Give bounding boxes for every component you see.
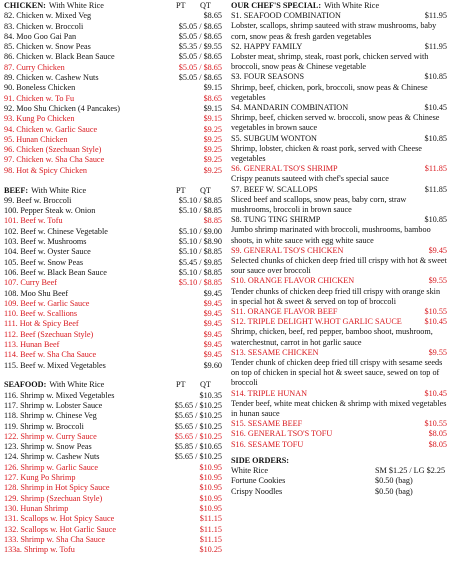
special-item-price: $11.95 bbox=[424, 11, 447, 21]
menu-item-price: $11.15 bbox=[199, 514, 222, 524]
pt-column-label: PT bbox=[176, 380, 186, 390]
menu-item-price: $5.65 / $10.25 bbox=[174, 421, 222, 431]
menu-item-name: 92. Moo Shu Chicken (4 Pancakes) bbox=[4, 103, 120, 113]
menu-item-name: 102. Beef w. Chinese Vegetable bbox=[4, 226, 108, 236]
menu-item-price: $10.95 bbox=[199, 493, 222, 503]
menu-item-price: $9.15 bbox=[203, 114, 222, 124]
menu-item-price: $9.15 bbox=[203, 103, 222, 113]
special-item-price: $8.05 bbox=[428, 429, 447, 439]
special-item-description: Shrimp, chicken, beef, red pepper, bamboo shoot, mushroom, waterchestnut, carrot in hot garlic sauce bbox=[231, 327, 433, 347]
chefs-special-list bbox=[231, 11, 447, 449]
section-subtitle: With White Rice bbox=[324, 1, 380, 10]
menu-item bbox=[4, 432, 222, 442]
menu-item bbox=[4, 411, 222, 421]
menu-item bbox=[4, 309, 222, 319]
menu-item-price: $5.65 / $10.25 bbox=[174, 431, 222, 441]
menu-item-name: 123. Shrimp w. Snow Peas bbox=[4, 442, 92, 452]
menu-item bbox=[4, 350, 222, 360]
menu-item-price: $10.25 bbox=[199, 545, 222, 555]
special-item bbox=[231, 134, 447, 165]
menu-item-name: 83. Chicken w. Broccoli bbox=[4, 21, 84, 31]
menu-item-name: 133. Shrimp w. Sha Cha Sauce bbox=[4, 534, 106, 544]
beef-section bbox=[4, 186, 222, 371]
special-item-price: $11.95 bbox=[424, 41, 447, 51]
side-order-price: $0.50 (bag) bbox=[375, 476, 413, 486]
menu-item bbox=[4, 206, 222, 216]
menu-item-name: 109. Beef w. Garlic Sauce bbox=[4, 298, 90, 308]
special-item-title bbox=[231, 419, 447, 429]
side-orders-header bbox=[231, 456, 447, 466]
special-item-name: S12. TRIPLE DELIGHT W.HOT GARLIC SAUCE bbox=[231, 317, 402, 327]
chefs-special-header bbox=[231, 1, 447, 11]
special-item-description: Jumbo shrimp marinated with broccoli, mushrooms, bamboo shoots, in white sauce with egg white sauce bbox=[231, 225, 431, 245]
special-item-title bbox=[231, 42, 447, 52]
menu-item bbox=[4, 52, 222, 62]
special-item bbox=[231, 276, 447, 307]
menu-item-name: 99. Beef w. Broccoli bbox=[4, 195, 72, 205]
special-item-price: $10.55 bbox=[424, 419, 447, 429]
side-order-price: $0.50 (bag) bbox=[375, 486, 413, 496]
menu-item bbox=[4, 83, 222, 93]
menu-item-price: $10.95 bbox=[199, 462, 222, 472]
menu-item-price: $9.25 bbox=[203, 155, 222, 165]
menu-item-price: $9.45 bbox=[203, 329, 222, 339]
menu-item-price: $5.65 / $10.25 bbox=[174, 411, 222, 421]
menu-item-price: $9.45 bbox=[203, 288, 222, 298]
special-item-title bbox=[231, 348, 447, 358]
section-title: SIDE ORDERS: bbox=[231, 455, 290, 465]
menu-item-price: $9.45 bbox=[203, 309, 222, 319]
menu-item bbox=[4, 361, 222, 371]
menu-item-name: 118. Shrimp w. Chinese Veg bbox=[4, 411, 97, 421]
menu-item-price: $5.10 / $8.90 bbox=[178, 237, 222, 247]
side-order-item bbox=[231, 476, 447, 486]
menu-item-price: $5.65 / $10.25 bbox=[174, 452, 222, 462]
menu-item-name: 112. Beef (Szechuan Style) bbox=[4, 329, 94, 339]
special-item-name: S8. TUNG TING SHIRMP bbox=[231, 215, 321, 225]
menu-item bbox=[4, 289, 222, 299]
menu-item-price: $5.05 / $8.65 bbox=[178, 52, 222, 62]
menu-item bbox=[4, 330, 222, 340]
menu-item-name: 113. Hunan Beef bbox=[4, 340, 60, 349]
menu-item-price: $10.95 bbox=[199, 483, 222, 493]
menu-item-name: 108. Moo Shu Beef bbox=[4, 288, 69, 298]
menu-item bbox=[4, 166, 222, 176]
seafood-section-header bbox=[4, 380, 222, 390]
special-item-name: S3. FOUR SEASONS bbox=[231, 72, 305, 82]
menu-item-name: 82. Chicken w. Mixed Veg bbox=[4, 11, 92, 21]
menu-item-name: 95. Hunan Chicken bbox=[4, 134, 68, 144]
menu-item-name: 131. Scallops w. Hot Spicy Sauce bbox=[4, 514, 115, 524]
menu-item bbox=[4, 22, 222, 32]
special-item-title bbox=[231, 72, 447, 82]
menu-item-price: $9.15 bbox=[203, 83, 222, 93]
special-item-description: Shrimp, beef, chicken served w. broccoli, snow peas & Chinese vegetables in brown sauce bbox=[231, 113, 440, 133]
seafood-section bbox=[4, 380, 222, 555]
special-item-name: S13. SESAME CHICKEN bbox=[231, 347, 319, 357]
menu-item bbox=[4, 155, 222, 165]
menu-item-price: $10.35 bbox=[199, 390, 222, 400]
menu-item bbox=[4, 494, 222, 504]
menu-item-name: 85. Chicken w. Snow Peas bbox=[4, 42, 91, 52]
menu-item bbox=[4, 401, 222, 411]
menu-item-price: $9.60 bbox=[203, 360, 222, 370]
right-column bbox=[231, 1, 447, 497]
special-item-name: S11. ORANGE FLAVOR BEEF bbox=[231, 307, 338, 317]
menu-item-name: 114. Beef w. Sha Cha Sauce bbox=[4, 350, 97, 360]
menu-item-name: 119. Shrimp w. Broccoli bbox=[4, 421, 84, 431]
menu-item-price: $5.85 / $10.65 bbox=[174, 442, 222, 452]
special-item-title bbox=[231, 317, 447, 327]
menu-item-name: 122. Shrimp w. Curry Sauce bbox=[4, 431, 97, 441]
special-item-name: S15. SESAME BEEF bbox=[231, 419, 303, 429]
special-item-name: S7. BEEF W. SCALLOPS bbox=[231, 184, 318, 194]
menu-item-price: $5.45 / $9.85 bbox=[178, 257, 222, 267]
special-item bbox=[231, 42, 447, 73]
menu-item-name: 111. Hot & Spicy Beef bbox=[4, 319, 79, 329]
menu-item bbox=[4, 196, 222, 206]
menu-item-name: 91. Chicken w. To Fu bbox=[4, 93, 75, 103]
menu-item bbox=[4, 340, 222, 350]
qt-column-label: QT bbox=[200, 185, 211, 195]
menu-item-price: $9.25 bbox=[203, 165, 222, 175]
menu-item bbox=[4, 422, 222, 432]
special-item-description: Lobster meat, shrimp, steak, roast pork, chicken served with broccoli, snow peas & Chinese vegetable bbox=[231, 52, 429, 72]
special-item-price: $11.85 bbox=[424, 184, 447, 194]
section-subtitle: With White Rice bbox=[31, 185, 87, 195]
special-item-name: S5. SUBGUM WONTON bbox=[231, 133, 317, 143]
beef-items bbox=[4, 196, 222, 371]
pt-column-label: PT bbox=[176, 1, 186, 10]
menu-item-name: 89. Chicken w. Cashew Nuts bbox=[4, 73, 99, 83]
special-item-title bbox=[231, 185, 447, 195]
special-item-title bbox=[231, 11, 447, 21]
menu-item-price: $5.05 / $8.65 bbox=[178, 21, 222, 31]
special-item bbox=[231, 11, 447, 42]
special-item bbox=[231, 389, 447, 420]
menu-item bbox=[4, 258, 222, 268]
menu-item-name: 105. Beef w. Snow Peas bbox=[4, 257, 84, 267]
menu-item-name: 106. Beef w. Black Bean Sauce bbox=[4, 267, 107, 277]
menu-item bbox=[4, 125, 222, 135]
menu-item-name: 90. Boneless Chicken bbox=[4, 83, 76, 93]
menu-item-price: $8.65 bbox=[203, 93, 222, 103]
side-order-name: Fortune Cookies bbox=[231, 476, 286, 486]
special-item-title bbox=[231, 134, 447, 144]
menu-item bbox=[4, 483, 222, 493]
menu-item-name: 124. Shrimp w. Cashew Nuts bbox=[4, 452, 100, 462]
special-item-description: Selected chunks of chicken deep fried till crispy with hot & sweet sour sauce over broccoli bbox=[231, 256, 447, 276]
menu-item-name: 87. Curry Chicken bbox=[4, 62, 65, 72]
special-item-name: S2. HAPPY FAMILY bbox=[231, 41, 303, 51]
section-subtitle: With White Rice bbox=[48, 1, 104, 10]
menu-item-name: 132. Scallops w. Hot Garlic Sauce bbox=[4, 524, 117, 534]
menu-item-price: $9.45 bbox=[203, 340, 222, 349]
special-item-description: Crispy peanuts sauteed with chef's special sauce bbox=[231, 174, 389, 184]
special-item bbox=[231, 317, 447, 348]
special-item-title bbox=[231, 307, 447, 317]
menu-item-price: $9.25 bbox=[203, 134, 222, 144]
menu-item-price: $8.85 bbox=[203, 216, 222, 226]
menu-item-price: $10.95 bbox=[199, 473, 222, 483]
menu-item-name: 94. Chicken w. Garlic Sauce bbox=[4, 124, 98, 134]
menu-item-name: 133a. Shrimp w. Tofu bbox=[4, 545, 75, 555]
menu-item-name: 130. Hunan Shrimp bbox=[4, 503, 69, 513]
menu-item bbox=[4, 391, 222, 401]
menu-item-price: $5.65 / $10.25 bbox=[174, 400, 222, 410]
menu-item bbox=[4, 104, 222, 114]
chicken-section bbox=[4, 1, 222, 176]
menu-item-price: $5.10 / $8.85 bbox=[178, 206, 222, 216]
menu-item-name: 104. Beef w. Oyster Sauce bbox=[4, 247, 91, 257]
chicken-section-header bbox=[4, 1, 222, 11]
section-title: SEAFOOD: bbox=[4, 380, 47, 390]
menu-item-name: 86. Chicken w. Black Bean Sauce bbox=[4, 52, 115, 62]
special-item-description: Shrimp, beef, chicken, pork, broccoli, snow peas & Chinese vegetables bbox=[231, 82, 428, 102]
special-item-title bbox=[231, 246, 447, 256]
menu-item bbox=[4, 145, 222, 155]
special-item-price: $9.45 bbox=[428, 245, 447, 255]
menu-item-name: 129. Shrimp (Szechuan Style) bbox=[4, 493, 103, 503]
menu-item-name: 103. Beef w. Mushrooms bbox=[4, 237, 87, 247]
special-item-title bbox=[231, 215, 447, 225]
menu-item bbox=[4, 463, 222, 473]
menu-item bbox=[4, 216, 222, 226]
menu-item-name: 97. Chicken w. Sha Cha Sauce bbox=[4, 155, 105, 165]
special-item bbox=[231, 307, 447, 317]
menu-item bbox=[4, 42, 222, 52]
special-item-title bbox=[231, 276, 447, 286]
menu-item-name: 115. Beef w. Mixed Vegetables bbox=[4, 360, 106, 370]
special-item bbox=[231, 440, 447, 450]
side-order-item bbox=[231, 487, 447, 497]
menu-item bbox=[4, 114, 222, 124]
special-item-description: Sliced beef and scallops, snow peas, baby corn, straw mushrooms, broccoli in brown sauce bbox=[231, 194, 407, 215]
menu-item bbox=[4, 227, 222, 237]
special-item bbox=[231, 215, 447, 246]
special-item-description: Tender chunks of chicken deep fried till crispy with orange skin in special hot & sweet & served on top of broccoli bbox=[231, 286, 441, 306]
special-item-name: S16. SESAME TOFU bbox=[231, 439, 304, 449]
special-item bbox=[231, 348, 447, 389]
menu-item bbox=[4, 247, 222, 257]
special-item-price: $8.05 bbox=[428, 439, 447, 449]
menu-item bbox=[4, 94, 222, 104]
menu-item-name: 117. Shrimp w. Lobster Sauce bbox=[4, 400, 103, 410]
section-title: CHICKEN: bbox=[4, 1, 46, 10]
menu-item-price: $5.05 / $8.65 bbox=[178, 31, 222, 41]
special-item bbox=[231, 185, 447, 216]
special-item-price: $10.45 bbox=[424, 388, 447, 398]
menu-item-name: 93. Kung Po Chicken bbox=[4, 114, 75, 124]
menu-item-price: $8.65 bbox=[203, 11, 222, 21]
side-order-name: Crispy Noodles bbox=[231, 486, 283, 496]
special-item-description: Shrimp, lobster, chicken & roast pork, served with Cheese vegetables bbox=[231, 143, 422, 164]
menu-item bbox=[4, 135, 222, 145]
special-item-price: $10.85 bbox=[424, 215, 447, 225]
special-item bbox=[231, 72, 447, 103]
special-item-name: S1. SEAFOOD COMBINATION bbox=[231, 11, 341, 21]
menu-item-name: 126. Shrimp w. Garlic Sauce bbox=[4, 462, 99, 472]
menu-item bbox=[4, 525, 222, 535]
menu-item bbox=[4, 237, 222, 247]
special-item-name: S10. ORANGE FLAVOR CHICKEN bbox=[231, 276, 355, 286]
menu-item-price: $10.95 bbox=[199, 503, 222, 513]
special-item-description: Tender chunk of chicken deep fried till crispy with sesame seeds on top of chicken in special hot & sweet sauce, sewed on top of broccoli bbox=[231, 358, 443, 388]
menu-item-name: 101. Beef w. Tofu bbox=[4, 216, 63, 226]
special-item-description: Tender beef, white meat chicken & shrimp with mixed vegetables in hunan sauce bbox=[231, 398, 447, 418]
qt-column-label: QT bbox=[200, 380, 211, 390]
menu-item bbox=[4, 268, 222, 278]
menu-item-price: $9.45 bbox=[203, 350, 222, 360]
menu-item-name: 128. Shrimp in Hot Spicy Sauce bbox=[4, 483, 110, 493]
side-orders-section bbox=[231, 456, 447, 497]
menu-item-price: $5.35 / $9.55 bbox=[178, 42, 222, 52]
menu-item-name: 98. Hot & Spicy Chicken bbox=[4, 165, 88, 175]
section-subtitle: With White Rice bbox=[49, 380, 105, 390]
special-item-title bbox=[231, 164, 447, 174]
special-item-title bbox=[231, 389, 447, 399]
side-orders-list bbox=[231, 466, 447, 497]
special-item-name: S4. MANDARIN COMBINATION bbox=[231, 103, 349, 113]
special-item-price: $11.85 bbox=[424, 164, 447, 174]
pt-column-label: PT bbox=[176, 185, 186, 195]
special-item-price: $10.85 bbox=[424, 133, 447, 143]
special-item bbox=[231, 419, 447, 429]
menu-item bbox=[4, 63, 222, 73]
menu-item bbox=[4, 452, 222, 462]
menu-item bbox=[4, 535, 222, 545]
left-column bbox=[4, 1, 222, 565]
menu-item-price: $5.10 / $9.00 bbox=[178, 226, 222, 236]
special-item bbox=[231, 429, 447, 439]
menu-item-name: 127. Kung Po Shrimp bbox=[4, 473, 76, 483]
menu-item bbox=[4, 545, 222, 555]
side-order-item bbox=[231, 466, 447, 476]
menu-item bbox=[4, 504, 222, 514]
menu-item-name: 96. Chicken (Szechuan Style) bbox=[4, 145, 102, 155]
menu-item-price: $5.10 / $8.85 bbox=[178, 267, 222, 277]
menu-item-price: $9.45 bbox=[203, 319, 222, 329]
special-item-price: $10.85 bbox=[424, 72, 447, 82]
menu-item-price: $5.05 / $8.65 bbox=[178, 73, 222, 83]
special-item-name: S6. GENERAL TSO'S SHRIMP bbox=[231, 164, 338, 174]
menu-item-price: $5.10 / $8.85 bbox=[178, 278, 222, 288]
side-order-name: White Rice bbox=[231, 466, 269, 476]
special-item-description: Lobster, scallops, shrimp sauteed with straw mushrooms, baby corn, snow peas & fresh garden vegetables bbox=[231, 21, 437, 41]
menu-item-name: 100. Pepper Steak w. Onion bbox=[4, 206, 96, 216]
menu-item-price: $9.25 bbox=[203, 124, 222, 134]
menu-item bbox=[4, 278, 222, 288]
menu-item bbox=[4, 32, 222, 42]
menu-item-name: 116. Shrimp w. Mixed Vegetables bbox=[4, 390, 115, 400]
menu-item-price: $11.15 bbox=[199, 534, 222, 544]
menu-item bbox=[4, 299, 222, 309]
menu-item-price: $5.10 / $8.85 bbox=[178, 195, 222, 205]
menu-item bbox=[4, 11, 222, 21]
side-order-price: SM $1.25 / LG $2.25 bbox=[375, 466, 446, 476]
menu-item-price: $11.15 bbox=[199, 524, 222, 534]
section-title: OUR CHEF'S SPECIAL: bbox=[231, 1, 322, 10]
special-item-price: $9.55 bbox=[428, 347, 447, 357]
menu-item bbox=[4, 73, 222, 83]
special-item-name: S14. TRIPLE HUNAN bbox=[231, 388, 308, 398]
menu-item bbox=[4, 442, 222, 452]
special-item-price: $10.55 bbox=[424, 307, 447, 317]
menu-item-name: 84. Moo Goo Gai Pan bbox=[4, 31, 77, 41]
menu-item bbox=[4, 319, 222, 329]
menu-item bbox=[4, 473, 222, 483]
special-item-title bbox=[231, 429, 447, 439]
special-item bbox=[231, 246, 447, 277]
menu-item-price: $9.25 bbox=[203, 145, 222, 155]
beef-section-header bbox=[4, 186, 222, 196]
menu-item-price: $5.05 / $8.65 bbox=[178, 62, 222, 72]
qt-column-label: QT bbox=[200, 1, 211, 10]
special-item-title bbox=[231, 103, 447, 113]
special-item-price: $10.45 bbox=[424, 103, 447, 113]
special-item-price: $10.45 bbox=[424, 317, 447, 327]
special-item-name: S16. GENERAL TSO'S TOFU bbox=[231, 429, 333, 439]
special-item-price: $9.55 bbox=[428, 276, 447, 286]
section-title: BEEF: bbox=[4, 185, 29, 195]
chicken-items bbox=[4, 11, 222, 176]
menu-item-price: $9.45 bbox=[203, 298, 222, 308]
menu-item-price: $5.10 / $8.85 bbox=[178, 247, 222, 257]
special-item bbox=[231, 164, 447, 184]
special-item-name: S9. GENERAL TSO'S CHICKEN bbox=[231, 245, 344, 255]
menu-item-name: 107. Curry Beef bbox=[4, 278, 57, 288]
special-item-title bbox=[231, 440, 447, 450]
menu-item bbox=[4, 514, 222, 524]
special-item bbox=[231, 103, 447, 134]
seafood-items bbox=[4, 391, 222, 556]
menu-item-name: 110. Beef w. Scallions bbox=[4, 309, 78, 319]
